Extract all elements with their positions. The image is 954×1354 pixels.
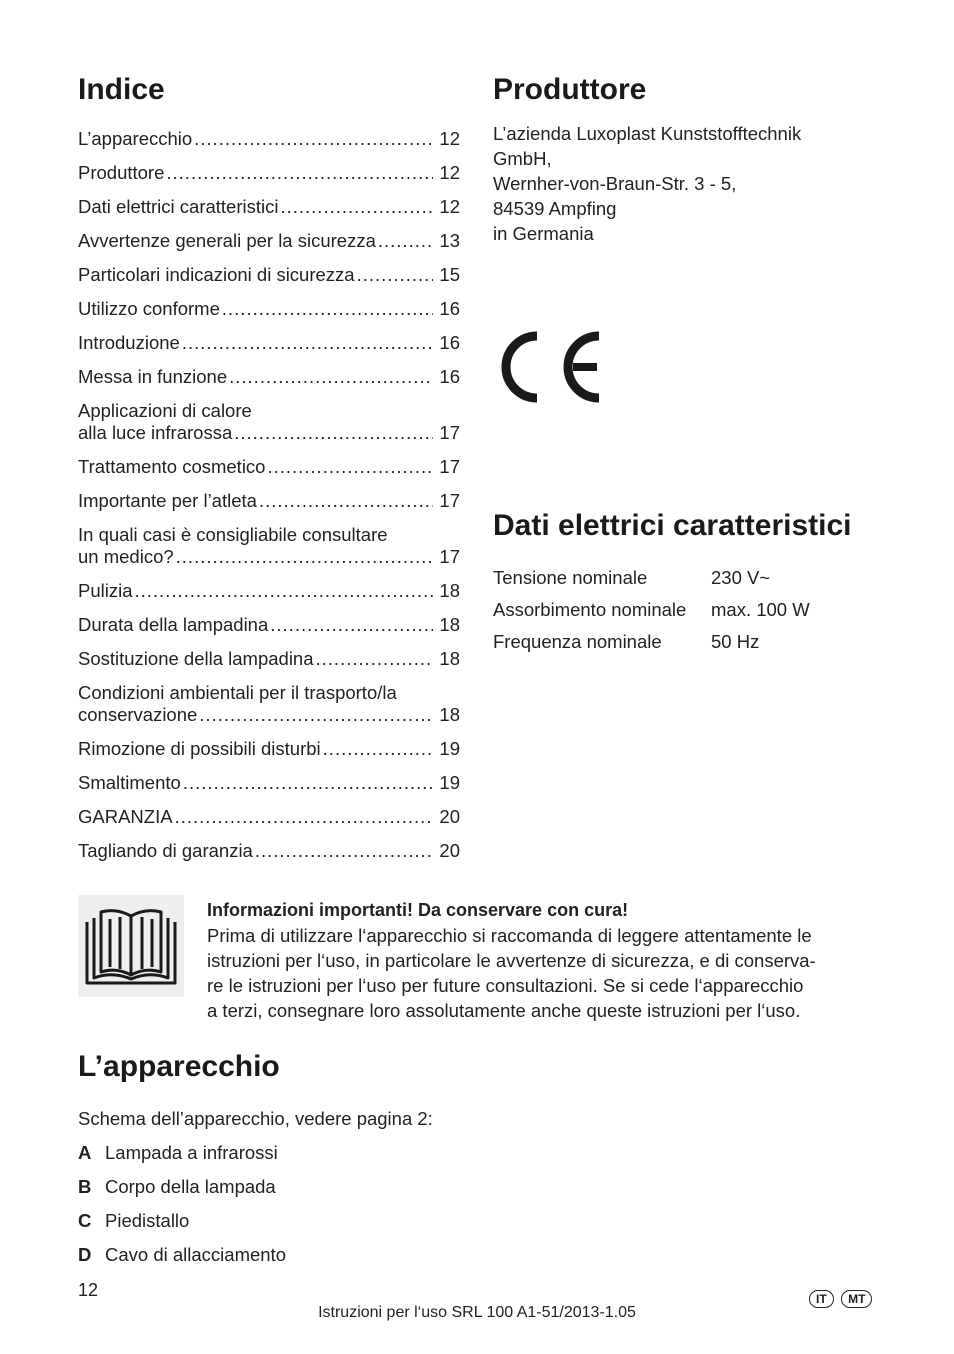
toc-page-number: 18 <box>439 648 460 669</box>
table-of-contents <box>78 128 460 874</box>
part-letter: D <box>78 1244 92 1265</box>
toc-entry <box>78 738 460 760</box>
toc-page-number: 19 <box>439 772 460 793</box>
address-line: Wernher-von-Braun-Str. 3 - 5, <box>493 173 737 194</box>
toc-entry <box>78 772 460 794</box>
toc-entry <box>78 128 460 150</box>
toc-leader-dots <box>323 738 434 760</box>
toc-page-number: 18 <box>439 704 460 725</box>
toc-page-number: 18 <box>439 614 460 635</box>
toc-page-number: 16 <box>439 366 460 387</box>
toc-entry-text: L’apparecchio <box>78 128 193 149</box>
toc-leader-dots <box>183 772 434 794</box>
toc-leader-dots <box>259 490 433 512</box>
toc-entry-text: Tagliando di garanzia <box>78 840 253 861</box>
toc-page-number: 13 <box>439 230 460 251</box>
spec-value: 230 V~ <box>711 567 771 588</box>
address-line: 84539 Ampfing <box>493 198 617 219</box>
toc-entry-text: Rimozione di possibili disturbi <box>78 738 321 759</box>
spec-label: Assorbimento nominale <box>493 599 687 620</box>
toc-entry-text: Avvertenze generali per la sicurezza <box>78 230 376 251</box>
specs-table <box>493 565 893 661</box>
toc-leader-dots <box>267 456 433 478</box>
toc-leader-dots <box>166 162 433 184</box>
toc-leader-dots <box>175 806 434 828</box>
toc-page-number: 17 <box>439 490 460 511</box>
toc-entry <box>78 614 460 636</box>
toc-leader-dots <box>255 840 434 862</box>
toc-entry <box>78 298 460 320</box>
toc-entry <box>78 840 460 862</box>
toc-page-number: 15 <box>439 264 460 285</box>
toc-leader-dots <box>194 128 433 150</box>
toc-entry <box>78 456 460 478</box>
toc-entry-text: Produttore <box>78 162 165 183</box>
toc-page-number: 20 <box>439 840 460 861</box>
toc-entry-text: Pulizia <box>78 580 133 601</box>
toc-entry-text: Smaltimento <box>78 772 181 793</box>
notice-line: a terzi, consegnare loro assolutamente anche queste istruzioni per l‘uso. <box>207 1000 801 1021</box>
spec-value: max. 100 W <box>711 599 810 620</box>
toc-leader-dots <box>176 546 434 568</box>
document-reference: Istruzioni per l‘uso SRL 100 A1-51/2013-1.05 <box>318 1304 636 1321</box>
toc-entry-text: conservazione <box>78 704 198 725</box>
toc-entry-text-line: Applicazioni di calore <box>78 400 252 421</box>
notice-line: istruzioni per l‘uso, in particolare le avvertenze di sicurezza, e di conserva- <box>207 950 816 971</box>
toc-entry <box>78 524 460 568</box>
toc-entry <box>78 366 460 388</box>
toc-leader-dots <box>357 264 434 286</box>
toc-entry-text: un medico? <box>78 546 174 567</box>
spec-row <box>493 565 893 590</box>
toc-entry-text: Durata della lampadina <box>78 614 269 635</box>
toc-page-number: 12 <box>439 162 460 183</box>
page-number: 12 <box>78 1280 99 1300</box>
toc-entry <box>78 230 460 252</box>
part-label: Cavo di allacciamento <box>105 1244 286 1265</box>
toc-leader-dots <box>199 704 433 726</box>
toc-entry <box>78 580 460 602</box>
notice-line: re le istruzioni per l‘uso per future consultazioni. Se si cede l‘apparecchio <box>207 975 804 996</box>
part-letter: A <box>78 1142 92 1163</box>
part-label: Lampada a infrarossi <box>105 1142 278 1163</box>
toc-entry <box>78 400 460 444</box>
toc-entry-text: Introduzione <box>78 332 180 353</box>
toc-page-number: 12 <box>439 128 460 149</box>
spec-row <box>493 597 893 622</box>
device-title: L’apparecchio <box>78 1050 280 1083</box>
specs-title: Dati elettrici caratteristici <box>493 509 852 542</box>
toc-entry <box>78 682 460 726</box>
toc-leader-dots <box>222 298 434 320</box>
part-label: Piedistallo <box>105 1210 190 1231</box>
producer-title: Produttore <box>493 73 647 106</box>
notice-heading: Informazioni importanti! Da conservare con cura! <box>207 900 629 920</box>
toc-leader-dots <box>270 614 433 636</box>
toc-page-number: 20 <box>439 806 460 827</box>
toc-page-number: 17 <box>439 422 460 443</box>
toc-entry-text: Particolari indicazioni di sicurezza <box>78 264 355 285</box>
toc-title: Indice <box>78 73 165 106</box>
part-item <box>78 1142 478 1164</box>
toc-entry-text: Messa in funzione <box>78 366 228 387</box>
toc-entry <box>78 490 460 512</box>
toc-entry-text: GARANZIA <box>78 806 173 827</box>
toc-entry-text: Sostituzione della lampadina <box>78 648 314 669</box>
address-line: in Germania <box>493 223 594 244</box>
toc-entry-text: Trattamento cosmetico <box>78 456 266 477</box>
toc-leader-dots <box>378 230 434 252</box>
language-badges <box>806 1290 872 1308</box>
address-line: GmbH, <box>493 148 552 169</box>
language-badge-it: IT <box>809 1290 834 1308</box>
part-label: Corpo della lampada <box>105 1176 276 1197</box>
toc-page-number: 12 <box>439 196 460 217</box>
part-item <box>78 1210 478 1232</box>
toc-page-number: 17 <box>439 546 460 567</box>
toc-entry-text: alla luce infrarossa <box>78 422 233 443</box>
part-letter: B <box>78 1176 92 1197</box>
toc-entry <box>78 806 460 828</box>
device-intro: Schema dell’apparecchio, vedere pagina 2: <box>78 1108 433 1129</box>
toc-page-number: 16 <box>439 298 460 319</box>
toc-leader-dots <box>229 366 433 388</box>
toc-entry-text: Dati elettrici caratteristici <box>78 196 279 217</box>
part-item <box>78 1176 478 1198</box>
important-notice <box>207 898 887 1023</box>
toc-entry <box>78 162 460 184</box>
toc-entry-text: Importante per l’atleta <box>78 490 257 511</box>
toc-entry <box>78 264 460 286</box>
toc-entry-text-line: In quali casi è consigliabile consultare <box>78 524 388 545</box>
toc-page-number: 17 <box>439 456 460 477</box>
part-letter: C <box>78 1210 92 1231</box>
toc-entry <box>78 196 460 218</box>
spec-label: Frequenza nominale <box>493 631 662 652</box>
producer-address <box>493 121 893 246</box>
toc-entry-text-line: Condizioni ambientali per il trasporto/la <box>78 682 397 703</box>
book-icon <box>78 895 184 997</box>
toc-leader-dots <box>135 580 434 602</box>
toc-entry <box>78 648 460 670</box>
toc-page-number: 19 <box>439 738 460 759</box>
toc-page-number: 16 <box>439 332 460 353</box>
toc-leader-dots <box>234 422 433 444</box>
language-badge-mt: MT <box>841 1290 872 1308</box>
toc-page-number: 18 <box>439 580 460 601</box>
spec-value: 50 Hz <box>711 631 760 652</box>
ce-mark-icon <box>489 326 604 408</box>
toc-entry-text: Utilizzo conforme <box>78 298 220 319</box>
toc-leader-dots <box>280 196 433 218</box>
notice-line: Prima di utilizzare l‘apparecchio si raccomanda di leggere attentamente le <box>207 925 812 946</box>
address-line: L’azienda Luxoplast Kunststofftechnik <box>493 123 802 144</box>
toc-entry <box>78 332 460 354</box>
part-item <box>78 1244 478 1266</box>
spec-row <box>493 629 893 654</box>
spec-label: Tensione nominale <box>493 567 648 588</box>
parts-list <box>78 1142 478 1278</box>
toc-leader-dots <box>316 648 434 670</box>
toc-leader-dots <box>182 332 434 354</box>
